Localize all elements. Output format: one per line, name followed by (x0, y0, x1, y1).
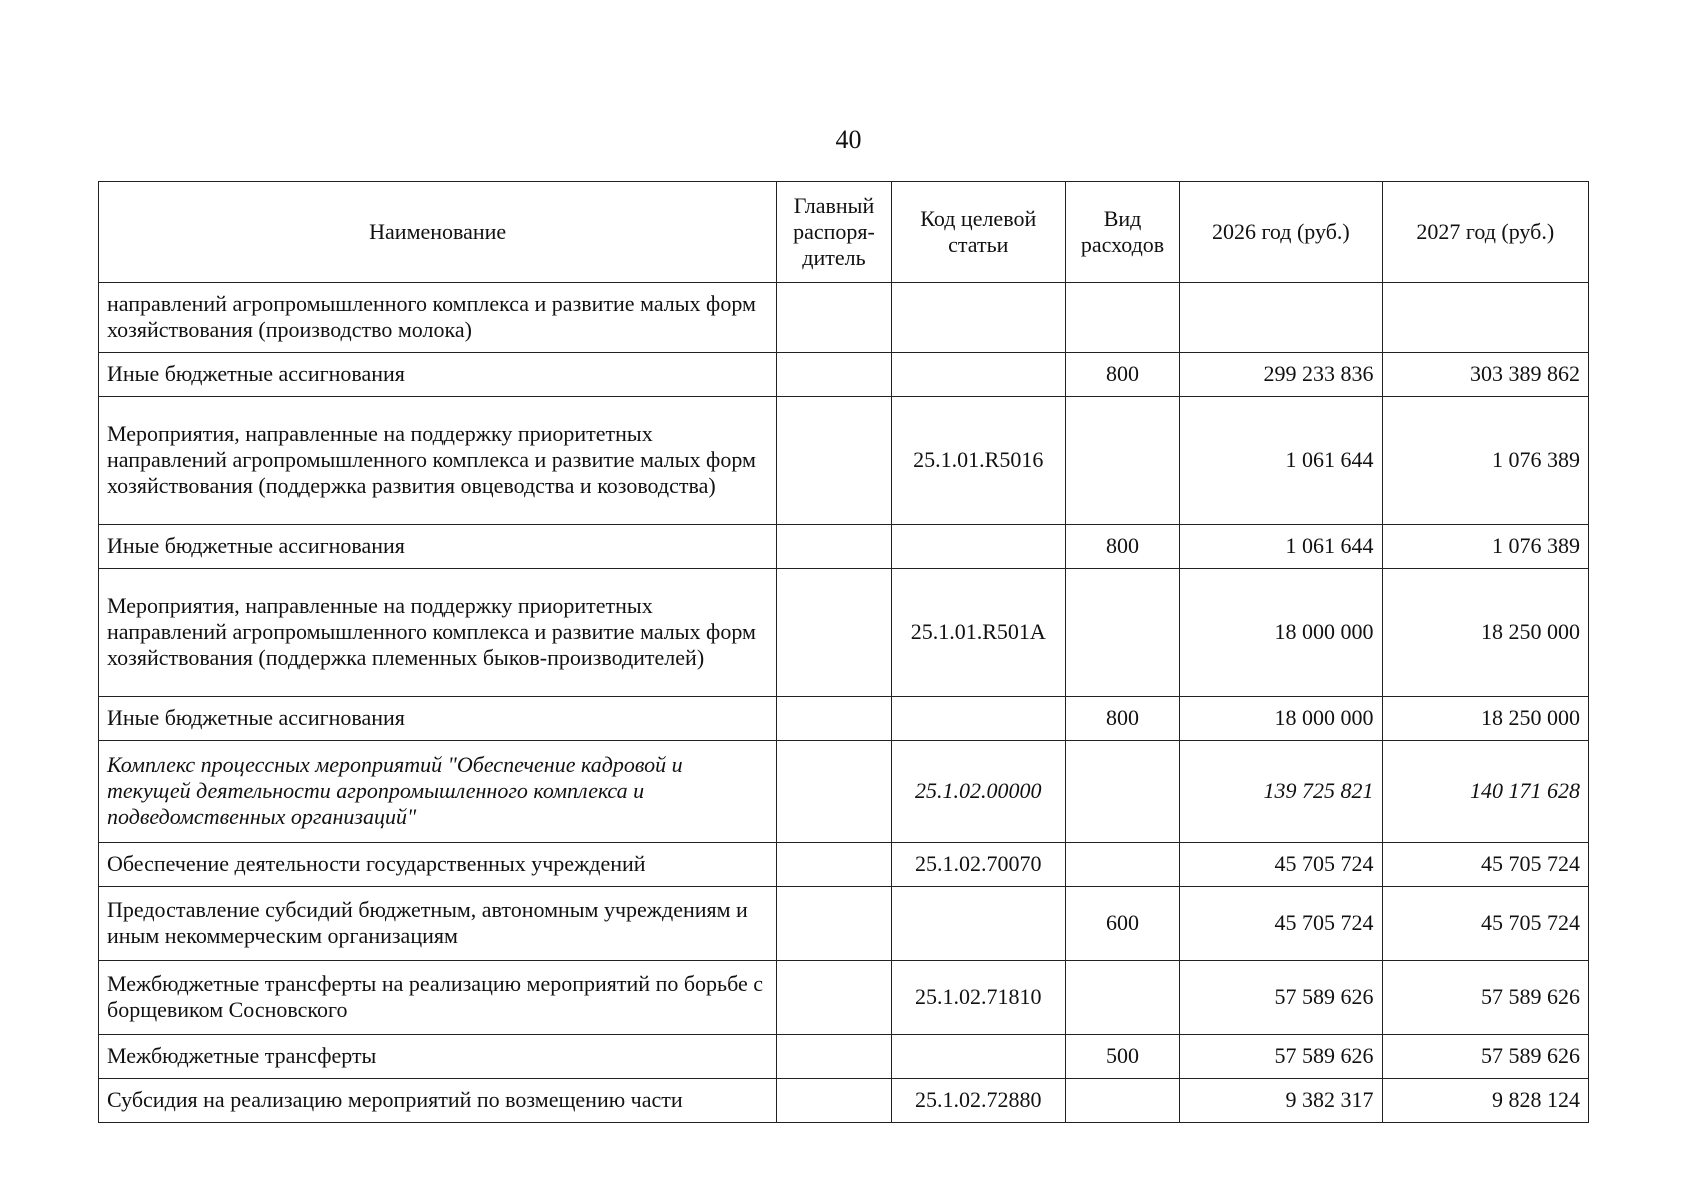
cell-kind: 800 (1065, 697, 1179, 741)
cell-2027: 303 389 862 (1382, 353, 1588, 397)
cell-2027: 1 076 389 (1382, 397, 1588, 525)
cell-admin (777, 283, 891, 353)
cell-code (891, 353, 1065, 397)
cell-name: Иные бюджетные ассигнования (99, 525, 777, 569)
header-kind: Вид расходов (1065, 182, 1179, 283)
table-row (99, 697, 1589, 741)
cell-2026: 18 000 000 (1180, 697, 1382, 741)
header-2027: 2027 год (руб.) (1382, 182, 1588, 283)
cell-name: направлений агропромышленного комплекса и развитие малых форм хозяйствования (производство молока) (99, 283, 777, 353)
cell-name: Мероприятия, направленные на поддержку приоритетных направлений агропромышленного комплекса и развитие малых форм хозяйствования (поддержка племенных быков-производителей) (99, 569, 777, 697)
cell-kind (1065, 961, 1179, 1035)
table-header (99, 182, 1589, 283)
table-row (99, 1079, 1589, 1123)
cell-2026: 9 382 317 (1180, 1079, 1382, 1123)
cell-code (891, 525, 1065, 569)
table-row (99, 741, 1589, 843)
cell-code (891, 887, 1065, 961)
table-row (99, 283, 1589, 353)
cell-admin (777, 397, 891, 525)
cell-code: 25.1.02.71810 (891, 961, 1065, 1035)
cell-name: Обеспечение деятельности государственных учреждений (99, 843, 777, 887)
cell-name: Иные бюджетные ассигнования (99, 353, 777, 397)
cell-2026: 45 705 724 (1180, 887, 1382, 961)
cell-admin (777, 569, 891, 697)
table-row (99, 961, 1589, 1035)
table-body (99, 283, 1589, 1123)
cell-2027: 18 250 000 (1382, 569, 1588, 697)
cell-2027: 45 705 724 (1382, 843, 1588, 887)
cell-code (891, 283, 1065, 353)
cell-admin (777, 887, 891, 961)
cell-2026: 57 589 626 (1180, 961, 1382, 1035)
header-row (99, 182, 1589, 283)
cell-code: 25.1.02.72880 (891, 1079, 1065, 1123)
table-row (99, 887, 1589, 961)
cell-name: Предоставление субсидий бюджетным, автономным учреждениям и иным некоммерческим организациям (99, 887, 777, 961)
cell-kind: 800 (1065, 525, 1179, 569)
cell-admin (777, 1035, 891, 1079)
cell-kind (1065, 283, 1179, 353)
cell-name: Мероприятия, направленные на поддержку приоритетных направлений агропромышленного комплекса и развитие малых форм хозяйствования (поддержка развития овцеводства и козоводства) (99, 397, 777, 525)
header-2026: 2026 год (руб.) (1180, 182, 1382, 283)
cell-2027 (1382, 283, 1588, 353)
header-code: Код целевой статьи (891, 182, 1065, 283)
cell-code: 25.1.01.R501A (891, 569, 1065, 697)
cell-kind (1065, 1079, 1179, 1123)
table-row (99, 353, 1589, 397)
cell-kind: 500 (1065, 1035, 1179, 1079)
cell-2027: 9 828 124 (1382, 1079, 1588, 1123)
page-number: 40 (835, 125, 862, 154)
cell-2027: 140 171 628 (1382, 741, 1588, 843)
cell-2027: 57 589 626 (1382, 1035, 1588, 1079)
cell-code: 25.1.01.R5016 (891, 397, 1065, 525)
cell-code (891, 697, 1065, 741)
budget-table (98, 181, 1589, 1123)
header-admin: Главный распоря-дитель (777, 182, 891, 283)
cell-2026: 299 233 836 (1180, 353, 1382, 397)
cell-admin (777, 741, 891, 843)
cell-code: 25.1.02.70070 (891, 843, 1065, 887)
table-row (99, 397, 1589, 525)
cell-name: Межбюджетные трансферты (99, 1035, 777, 1079)
cell-2026: 1 061 644 (1180, 397, 1382, 525)
table-row (99, 569, 1589, 697)
cell-kind: 600 (1065, 887, 1179, 961)
cell-admin (777, 843, 891, 887)
cell-name: Комплекс процессных мероприятий "Обеспечение кадровой и текущей деятельности агропромышленного комплекса и подведомственных организаций" (99, 741, 777, 843)
cell-2026: 1 061 644 (1180, 525, 1382, 569)
cell-name: Иные бюджетные ассигнования (99, 697, 777, 741)
cell-admin (777, 525, 891, 569)
cell-kind (1065, 397, 1179, 525)
cell-2026: 45 705 724 (1180, 843, 1382, 887)
cell-2026: 57 589 626 (1180, 1035, 1382, 1079)
cell-kind: 800 (1065, 353, 1179, 397)
cell-kind (1065, 741, 1179, 843)
cell-2026: 139 725 821 (1180, 741, 1382, 843)
cell-code (891, 1035, 1065, 1079)
cell-2026: 18 000 000 (1180, 569, 1382, 697)
table-row (99, 525, 1589, 569)
header-name: Наименование (99, 182, 777, 283)
table-row (99, 1035, 1589, 1079)
cell-admin (777, 961, 891, 1035)
cell-code: 25.1.02.00000 (891, 741, 1065, 843)
cell-admin (777, 353, 891, 397)
cell-2027: 45 705 724 (1382, 887, 1588, 961)
cell-kind (1065, 843, 1179, 887)
cell-name: Субсидия на реализацию мероприятий по возмещению части (99, 1079, 777, 1123)
cell-2026 (1180, 283, 1382, 353)
cell-2027: 1 076 389 (1382, 525, 1588, 569)
cell-kind (1065, 569, 1179, 697)
table-row (99, 843, 1589, 887)
cell-name: Межбюджетные трансферты на реализацию мероприятий по борьбе с борщевиком Сосновского (99, 961, 777, 1035)
cell-2027: 57 589 626 (1382, 961, 1588, 1035)
cell-admin (777, 697, 891, 741)
cell-admin (777, 1079, 891, 1123)
cell-2027: 18 250 000 (1382, 697, 1588, 741)
